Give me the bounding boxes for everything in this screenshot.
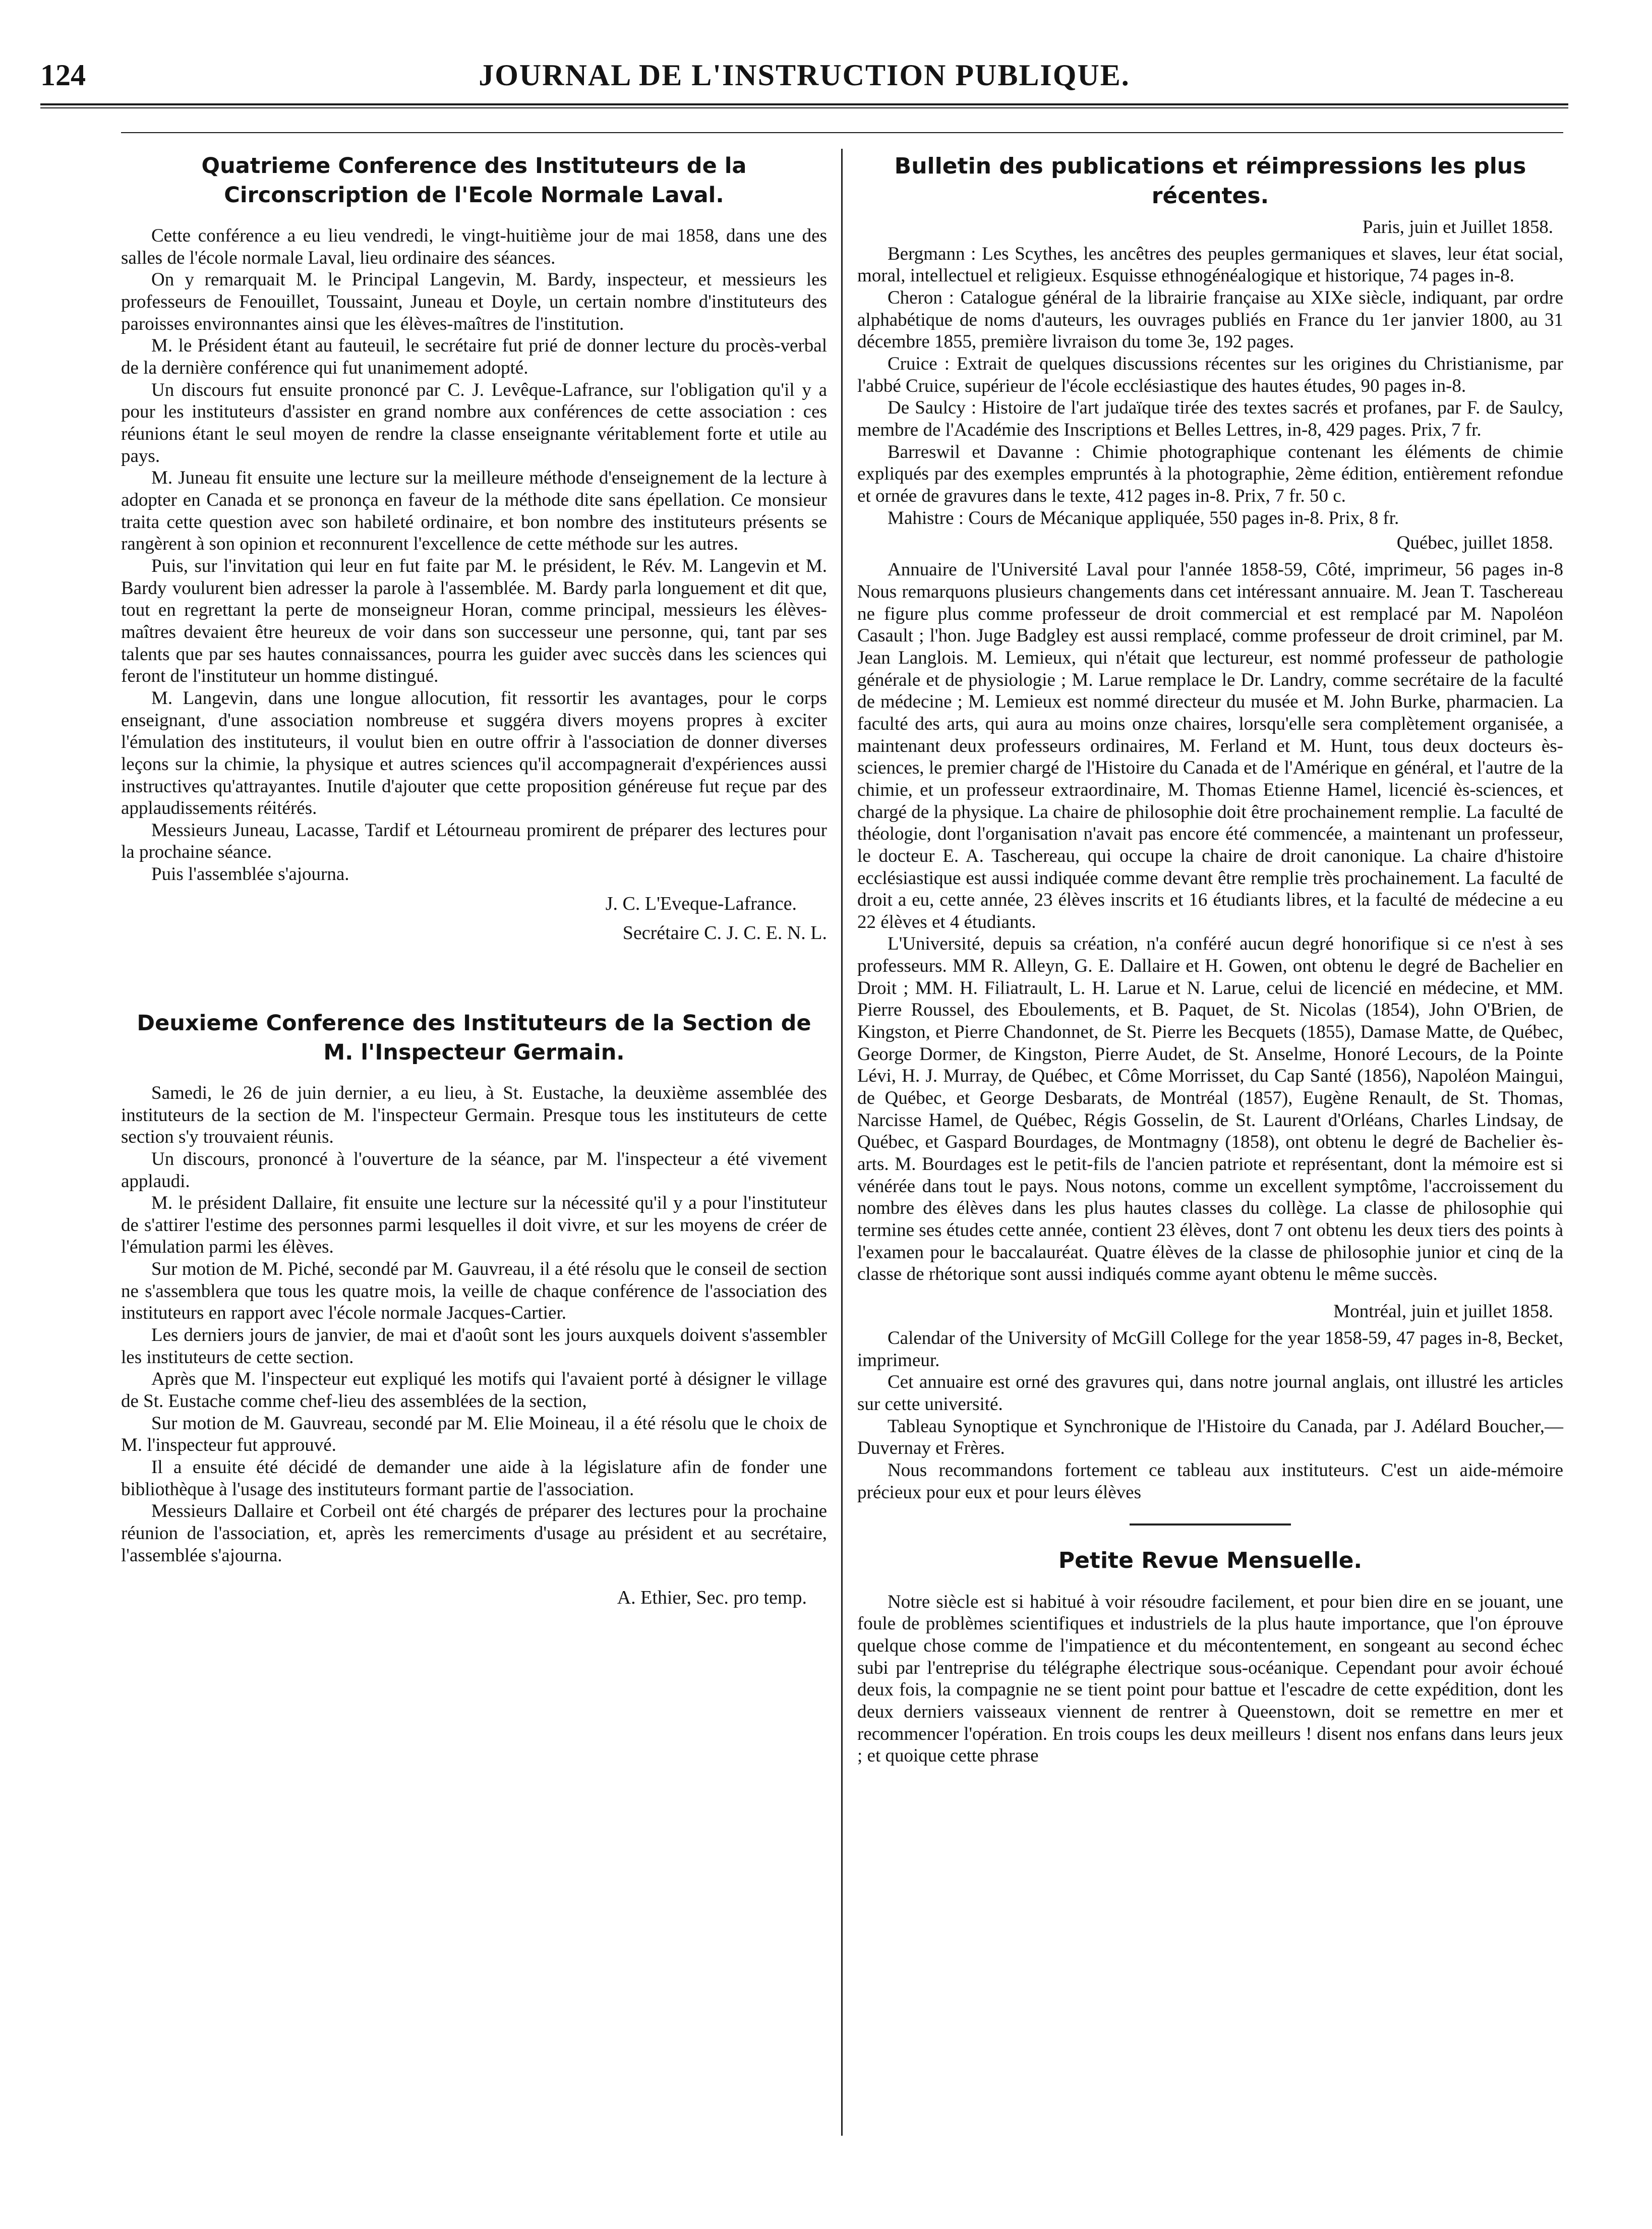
paragraph: M. Langevin, dans une longue allocution, fit ressortir les avantages, pour le corps enseignant, d'une association nombreuse et suggéra divers moyens propres à exciter l'émulation des instituteurs, il voulut bien en outre offrir à l'association de donner diverses leçons sur la chimie, la physique et autres sciences qu'il accompagnerait d'expériences aussi instructives qu'attrayantes. Inutile d'ajouter que cette proposition généreuse fut reçue par des applaudissements réitérés.	[121, 687, 827, 819]
paragraph: Notre siècle est si habitué à voir résoudre facilement, et pour bien dire en se jouant, une foule de problèmes scientifiques et industriels de la plus haute importance, que l'on éprouve quelque chose comme de l'impatience et du mécontentement, en songeant au second échec subi par l'entreprise du télégraphe électrique sous-océanique. Cependant pour avoir échoué deux fois, la compagnie ne se tient point pour battue et l'escadre de cette expédition, dont les deux derniers vaisseaux viennent de rentrer à Queenstown, doit se remettre en mer et recommencer l'opération. En trois coups les deux meilleurs ! disent nos enfans dans leurs jeux ; et quoique cette phrase	[857, 1591, 1563, 1767]
paragraph: Samedi, le 26 de juin dernier, a eu lieu, à St. Eustache, la deuxième assemblée des instituteurs de la section de M. l'inspecteur Germain. Presque tous les instituteurs de cette section s'y trouvaient réunis.	[121, 1082, 827, 1148]
paragraph: Messieurs Juneau, Lacasse, Tardif et Létourneau promirent de préparer des lectures pour la prochaine séance.	[121, 819, 827, 863]
paragraph: Il a ensuite été décidé de demander une aide à la législature afin de fonder une bibliothèque à l'usage des instituteurs formant partie de l'association.	[121, 1457, 827, 1500]
header-rule-thick	[40, 103, 1568, 105]
paragraph: M. Juneau fit ensuite une lecture sur la meilleure méthode d'enseignement de la lecture à adopter en Canada et se prononça en faveur de la méthode dite sans épellation. Ce monsieur traita cette question avec son habileté ordinaire, et bon nombre des instituteurs présents se rangèrent à son opinion et reconnurent l'excellence de cette méthode sur les autres.	[121, 467, 827, 555]
paragraph: Messieurs Dallaire et Corbeil ont été chargés de préparer des lectures pour la prochaine réunion de l'association, et, après les remerciments d'usage au président et au secrétaire, l'assemblée s'ajourna.	[121, 1501, 827, 1566]
dateline-quebec: Québec, juillet 1858.	[1396, 533, 1553, 554]
revue-title: Petite Revue Mensuelle.	[1058, 1548, 1363, 1574]
left-column	[121, 151, 827, 1613]
paragraph: Un discours fut ensuite prononcé par C. J. Levêque-Lafrance, sur l'obligation qu'il y a pour les instituteurs d'assister en grand nombre aux conférences de cette association : ces réunions étant le seul moyen de rendre la classe enseignante véritablement forte et utile au pays.	[121, 379, 827, 466]
bulletin-entry: Barreswil et Davanne : Chimie photographique contenant les éléments de chimie expliqués par des exemples empruntés à la photographie, 2ème édition, entièrement refondue et ornée de gravures dans le texte, 412 pages in-8. Prix, 7 fr. 50 c.	[857, 441, 1563, 506]
journal-title: JOURNAL DE L'INSTRUCTION PUBLIQUE.	[479, 58, 1130, 92]
bulletin-entry: Calendar of the University of McGill College for the year 1858-59, 47 pages in-8, Becket, imprimeur.	[857, 1327, 1563, 1371]
dateline-montreal: Montréal, juin et juillet 1858.	[1333, 1301, 1553, 1322]
bulletin-entry: Bergmann : Les Scythes, les ancêtres des peuples germaniques et slaves, leur état social, moral, intellectuel et religieux. Esquisse ethnogénéalogique et historique, 74 pages in-8.	[857, 243, 1563, 286]
header-rule-thin	[40, 107, 1568, 108]
signature-title: Secrétaire C. J. C. E. N. L.	[622, 922, 827, 944]
bulletin-entry: De Saulcy : Histoire de l'art judaïque tirée des textes sacrés et profanes, par F. de Saulcy, membre de l'Académie des Inscriptions et Belles Lettres, in-8, 429 pages. Prix, 7 fr.	[857, 397, 1563, 441]
bulletin-entry: Cruice : Extrait de quelques discussions récentes sur les origines du Christianisme, par l'abbé Cruice, supérieur de l'école ecclésiastique des hautes études, 90 pages in-8.	[857, 354, 1563, 396]
paragraph: L'Université, depuis sa création, n'a conféré aucun degré honorifique si ce n'est à ses professeurs. MM R. Alleyn, G. E. Dallaire et H. Gowen, ont obtenu le degré de Bachelier en Droit ; MM. H. Filiatrault, L. H. Larue et N. Larue, celui de licencié en médecine, et MM. Pierre Roussel, des Eboulements, et B. Paquet, de St. Nicolas (1854), John O'Brien, de Kingston, et Pierre Chandonnet, de St. Pierre les Becquets (1855), Damase Matte, de Québec, George Dormer, de Kingston, Pierre Audet, de St. Anselme, Honoré Lecours, de la Pointe Lévi, H. J. Murray, de Québec, et Côme Morrisset, du Cap Santé (1856), Napoléon Maingui, de Québec, et George Desbarats, de Montréal (1857), Eugène Renault, de St. Thomas, Narcisse Hamel, de Québec, Régis Gosselin, de St. Laurent d'Orléans, Charles Lindsay, de Québec, et Gaspard Bourdages, de Montmagny (1858), ont obtenu le degré de Bachelier ès-arts. M. Bourdages est le petit-fils de l'ancien patriote et représentant, dont la mémoire est si vénérée dans tout le pays. Nous notons, comme un excellent symptôme, l'accroissement du nombre des élèves dans les plus hautes classes du collège. La classe de philosophie qui termine ses études cette année, contient 23 élèves, dont 7 ont obtenu les deux tiers des points à l'examen pour le baccalauréat. Quatre élèves de la classe de philosophie junior et cinq de la classe de rhétorique sont aussi indiqués comme ayant obtenu le même succès.	[857, 933, 1563, 1285]
column-top-rule	[121, 132, 1563, 133]
bulletin-entry: Cheron : Catalogue général de la librairie française au XIXe siècle, indiquant, par ordre alphabétique de noms d'auteurs, les ouvrages publiés en France du 1er janvier 1800, au 31 décembre 1855, première livraison du tome 3e, 192 pages.	[857, 287, 1563, 353]
signature-name: J. C. L'Eveque-Lafrance.	[605, 893, 797, 914]
section-divider	[1130, 1523, 1291, 1526]
bulletin-entry: Tableau Synoptique et Synchronique de l'Histoire du Canada, par J. Adélard Boucher,—Duvernay et Frères.	[857, 1416, 1563, 1459]
spacer	[121, 948, 827, 1009]
paragraph: Cette conférence a eu lieu vendredi, le vingt-huitième jour de mai 1858, dans une des salles de l'école normale Laval, lieu ordinaire des séances.	[121, 225, 827, 268]
article-title: Deuxieme Conference des Instituteurs de la Section de M. l'Inspecteur Germain.	[137, 1010, 811, 1065]
paragraph: Puis l'assemblée s'ajourna.	[151, 864, 349, 885]
paragraph: Nous recommandons fortement ce tableau aux instituteurs. C'est un aide-mémoire précieux pour eux et pour leurs élèves	[857, 1459, 1563, 1503]
signature: A. Ethier, Sec. pro temp.	[617, 1587, 807, 1609]
paragraph: Puis, sur l'invitation qui leur en fut faite par M. le président, le Rév. M. Langevin et M. Bardy voulurent bien adresser la parole à l'assemblée. M. Bardy parla longuement et dit que, tout en regrettant la perte de monseigneur Horan, comme principal, messieurs les élèves-maîtres devaient être heureux de voir dans son successeur une personne, qui, tant par ses talents que par ses hautes connaissances, pourra les guider avec succès dans les sciences qui feront de l'instituteur un homme distingué.	[121, 555, 827, 687]
paragraph: M. le président Dallaire, fit ensuite une lecture sur la nécessité qu'il y a pour l'instituteur de s'attirer l'estime des personnes parmi lesquelles il doit vivre, et sur les moyens de créer de l'émulation parmi les élèves.	[121, 1193, 827, 1258]
paragraph: Un discours, prononcé à l'ouverture de la séance, par M. l'inspecteur a été vivement applaudi.	[121, 1148, 827, 1192]
article-title: Quatrieme Conference des Instituteurs de la Circonscription de l'Ecole Normale Laval.	[201, 153, 747, 208]
right-column	[857, 151, 1563, 1767]
bulletin-publications	[857, 151, 1563, 1503]
paragraph: On y remarquait M. le Principal Langevin, M. Bardy, inspecteur, et messieurs les professeurs de Fenouillet, Toussaint, Juneau et Doyle, un certain nombre d'instituteurs des paroisses environnantes ainsi que les élèves-maîtres de l'institution.	[121, 269, 827, 334]
paragraph: Cet annuaire est orné des gravures qui, dans notre journal anglais, ont illustré les articles sur cette université.	[857, 1372, 1563, 1415]
page-number: 124	[40, 58, 86, 92]
column-divider	[841, 149, 843, 2136]
article-conference-laval	[121, 151, 827, 944]
article-conference-germain	[121, 1009, 827, 1609]
paragraph: Sur motion de M. Gauvreau, secondé par M. Elie Moineau, il a été résolu que le choix de M. l'inspecteur fut approuvé.	[121, 1413, 827, 1456]
paragraph: M. le Président étant au fauteuil, le secrétaire fut prié de donner lecture du procès-verbal de la dernière conférence qui fut unanimement adopté.	[121, 335, 827, 379]
petite-revue	[857, 1546, 1563, 1767]
paragraph: Sur motion de M. Piché, secondé par M. Gauvreau, il a été résolu que le conseil de section ne s'assemblera que tous les quatre mois, la veille de chaque conférence de l'association des instituteurs en rapport avec l'école normale Jacques-Cartier.	[121, 1259, 827, 1324]
page-header	[40, 48, 1568, 98]
paragraph: Annuaire de l'Université Laval pour l'année 1858-59, Côté, imprimeur, 56 pages in-8 Nous remarquons plusieurs changements dans cet intéressant annuaire. M. Jean T. Taschereau ne figure plus comme professeur de droit commercial et est remplacé par M. Napoléon Casault ; l'hon. Juge Badgley est aussi remplacé, comme professeur de droit criminel, par M. Jean Langlois. M. Lemieux, qui n'était que lectureur, est nommé professeur de pathologie générale et de physiologie ; M. Larue remplace le Dr. Landry, comme secrétaire de la faculté de médecine ; M. Lemieux est nommé directeur du musée et M. John Burke, pharmacien. La faculté des arts, qui aura au moins onze chaires, lorsqu'elle sera complètement organisée, a maintenant deux professeurs ordinaires, M. Ferland et M. Hunt, tous deux docteurs ès-sciences, le premier chargé de l'Histoire du Canada et de l'Amérique en général, et l'autre de la chimie, et un professeur extraordinaire, M. Thomas Etienne Hamel, licencié ès-sciences, et chargé de la physique. La chaire de philosophie doit être prochainement remplie. La faculté de théologie, dont l'organisation n'avait pas encore été commencée, a maintenant un professeur, le docteur E. A. Taschereau, qui occupe la chaire de droit canonique. La chaire d'histoire ecclésiastique est aussi indiquée comme devant être remplie très prochainement. La faculté de droit a eu, cette année, 23 élèves inscrits et 16 étudiants libres, et la faculté de médecine a eu 22 élèves et 4 étudiants.	[857, 559, 1563, 932]
paragraph: Les derniers jours de janvier, de mai et d'août sont les jours auxquels doivent s'assembler les instituteurs de cette section.	[121, 1325, 827, 1368]
bulletin-title: Bulletin des publications et réimpressions les plus récentes.	[894, 153, 1526, 209]
bulletin-entry: Mahistre : Cours de Mécanique appliquée, 550 pages in-8. Prix, 8 fr.	[888, 507, 1399, 529]
paragraph: Après que M. l'inspecteur eut expliqué les motifs qui l'avaient porté à désigner le village de St. Eustache comme chef-lieu des assemblées de la section,	[121, 1369, 827, 1412]
dateline-paris: Paris, juin et Juillet 1858.	[1362, 216, 1553, 238]
